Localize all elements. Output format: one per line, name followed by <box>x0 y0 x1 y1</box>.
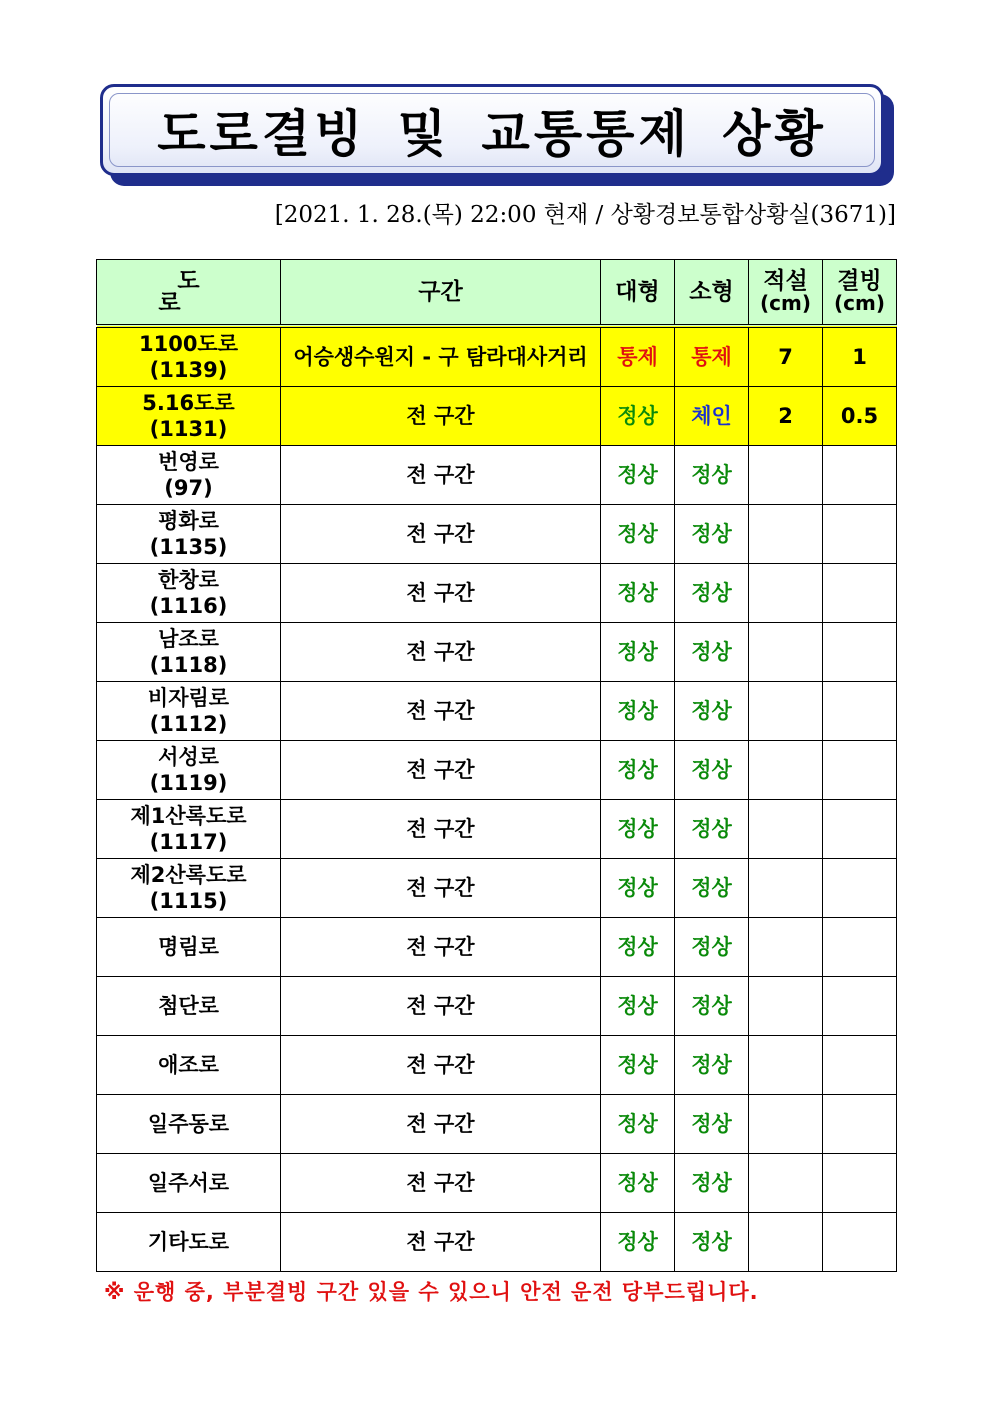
large-vehicle-status: 정상 <box>601 918 675 977</box>
road-cell <box>97 387 281 446</box>
large-vehicle-status: 정상 <box>601 682 675 741</box>
table-row <box>97 326 897 387</box>
road-code: (1112) <box>149 712 228 736</box>
safety-notice: ※ 운행 중, 부분결빙 구간 있을 수 있으니 안전 운전 당부드립니다. <box>104 1280 759 1304</box>
snow-depth-cell <box>749 800 823 859</box>
report-timestamp: [2021. 1. 28.(목) 22:00 현재 / 상황경보통합상황실(3671)] <box>274 202 896 228</box>
small-vehicle-status: 정상 <box>675 446 749 505</box>
road-code: (1135) <box>149 535 228 559</box>
column-header-small-vehicle: 소형 <box>675 260 749 327</box>
table-row <box>97 623 897 682</box>
ice-depth-cell: 0.5 <box>823 387 897 446</box>
small-vehicle-status: 정상 <box>675 1154 749 1213</box>
road-cell <box>97 741 281 800</box>
large-vehicle-status: 정상 <box>601 800 675 859</box>
page-title: 도로결빙 및 교통통제 상황 <box>157 105 827 163</box>
section-cell: 전 구간 <box>281 682 601 741</box>
table-header-row <box>97 260 897 327</box>
table-row <box>97 446 897 505</box>
road-cell <box>97 918 281 977</box>
section-cell: 전 구간 <box>281 1036 601 1095</box>
ice-depth-cell <box>823 446 897 505</box>
snow-depth-cell <box>749 1154 823 1213</box>
table-row <box>97 1213 897 1272</box>
road-code: (1131) <box>149 417 228 441</box>
road-code: (97) <box>164 476 213 500</box>
section-cell: 전 구간 <box>281 564 601 623</box>
column-header-road: 도 로 <box>97 260 281 327</box>
road-cell <box>97 1036 281 1095</box>
ice-depth-cell <box>823 977 897 1036</box>
snow-depth-cell: 7 <box>749 326 823 387</box>
ice-depth-cell <box>823 1036 897 1095</box>
road-code: (1119) <box>149 771 228 795</box>
title-banner <box>100 84 884 176</box>
road-cell <box>97 564 281 623</box>
road-name: 5.16도로 <box>142 391 235 415</box>
small-vehicle-status: 정상 <box>675 505 749 564</box>
road-name: 서성로 <box>158 745 219 769</box>
large-vehicle-status: 정상 <box>601 859 675 918</box>
road-name: 일주동로 <box>147 1112 230 1136</box>
road-cell <box>97 1213 281 1272</box>
section-cell: 전 구간 <box>281 1213 601 1272</box>
small-vehicle-status: 정상 <box>675 800 749 859</box>
table-row <box>97 1154 897 1213</box>
road-code: (1118) <box>149 653 228 677</box>
small-vehicle-status: 체인 <box>675 387 749 446</box>
column-header-ice-depth <box>823 260 897 327</box>
snow-depth-cell <box>749 859 823 918</box>
ice-depth-cell <box>823 623 897 682</box>
table-row <box>97 977 897 1036</box>
large-vehicle-status: 정상 <box>601 977 675 1036</box>
section-cell: 전 구간 <box>281 387 601 446</box>
large-vehicle-status: 정상 <box>601 387 675 446</box>
road-name: 일주서로 <box>147 1171 230 1195</box>
section-cell: 전 구간 <box>281 741 601 800</box>
ice-depth-cell: 1 <box>823 326 897 387</box>
small-vehicle-status: 정상 <box>675 741 749 800</box>
small-vehicle-status: 정상 <box>675 682 749 741</box>
table-row <box>97 741 897 800</box>
snow-depth-cell <box>749 1036 823 1095</box>
section-cell: 전 구간 <box>281 623 601 682</box>
road-name: 제1산록도로 <box>130 804 247 828</box>
column-header-snow-depth <box>749 260 823 327</box>
snow-header-label: 적설 <box>763 268 808 294</box>
snow-depth-cell <box>749 505 823 564</box>
section-cell: 전 구간 <box>281 446 601 505</box>
table-row <box>97 387 897 446</box>
small-vehicle-status: 정상 <box>675 1213 749 1272</box>
road-name: 남조로 <box>158 627 219 651</box>
small-vehicle-status: 정상 <box>675 623 749 682</box>
snow-depth-cell <box>749 682 823 741</box>
road-cell <box>97 326 281 387</box>
small-vehicle-status: 정상 <box>675 1095 749 1154</box>
snow-depth-cell <box>749 623 823 682</box>
road-name: 애조로 <box>158 1053 219 1077</box>
road-code: (1116) <box>149 594 228 618</box>
section-cell: 어승생수원지 - 구 탐라대사거리 <box>281 326 601 387</box>
column-header-section: 구간 <box>281 260 601 327</box>
table-row <box>97 505 897 564</box>
small-vehicle-status: 정상 <box>675 977 749 1036</box>
ice-depth-cell <box>823 918 897 977</box>
road-name: 비자림로 <box>147 686 230 710</box>
road-cell <box>97 682 281 741</box>
road-cell <box>97 505 281 564</box>
road-name: 평화로 <box>158 509 219 533</box>
column-header-large-vehicle: 대형 <box>601 260 675 327</box>
road-cell <box>97 1154 281 1213</box>
small-vehicle-status: 통제 <box>675 326 749 387</box>
table-row <box>97 800 897 859</box>
section-cell: 전 구간 <box>281 505 601 564</box>
large-vehicle-status: 정상 <box>601 1154 675 1213</box>
road-code: (1117) <box>149 830 228 854</box>
ice-depth-cell <box>823 1095 897 1154</box>
ice-depth-cell <box>823 564 897 623</box>
large-vehicle-status: 정상 <box>601 505 675 564</box>
snow-depth-cell: 2 <box>749 387 823 446</box>
road-name: 기타도로 <box>147 1230 230 1254</box>
ice-depth-cell <box>823 1213 897 1272</box>
section-cell: 전 구간 <box>281 977 601 1036</box>
large-vehicle-status: 통제 <box>601 326 675 387</box>
ice-depth-cell <box>823 859 897 918</box>
road-name: 번영로 <box>158 450 219 474</box>
snow-depth-cell <box>749 1213 823 1272</box>
ice-header-label: 결빙 <box>837 268 882 294</box>
snow-header-unit: (cm) <box>760 291 811 315</box>
section-cell: 전 구간 <box>281 1154 601 1213</box>
road-status-table <box>96 259 897 1272</box>
large-vehicle-status: 정상 <box>601 446 675 505</box>
road-name: 1100도로 <box>138 332 239 356</box>
road-name: 제2산록도로 <box>130 863 247 887</box>
table-row <box>97 564 897 623</box>
snow-depth-cell <box>749 564 823 623</box>
large-vehicle-status: 정상 <box>601 1036 675 1095</box>
small-vehicle-status: 정상 <box>675 859 749 918</box>
table-row <box>97 859 897 918</box>
road-name: 명림로 <box>158 935 219 959</box>
road-name: 첨단로 <box>158 994 219 1018</box>
ice-depth-cell <box>823 1154 897 1213</box>
road-cell <box>97 1095 281 1154</box>
snow-depth-cell <box>749 918 823 977</box>
table-row <box>97 682 897 741</box>
section-cell: 전 구간 <box>281 859 601 918</box>
section-cell: 전 구간 <box>281 918 601 977</box>
road-cell <box>97 859 281 918</box>
ice-depth-cell <box>823 741 897 800</box>
road-code: (1115) <box>149 889 228 913</box>
table-row <box>97 1095 897 1154</box>
large-vehicle-status: 정상 <box>601 1213 675 1272</box>
road-cell <box>97 446 281 505</box>
large-vehicle-status: 정상 <box>601 564 675 623</box>
table-row <box>97 1036 897 1095</box>
snow-depth-cell <box>749 977 823 1036</box>
large-vehicle-status: 정상 <box>601 1095 675 1154</box>
road-name: 한창로 <box>158 568 219 592</box>
snow-depth-cell <box>749 446 823 505</box>
section-cell: 전 구간 <box>281 1095 601 1154</box>
ice-depth-cell <box>823 800 897 859</box>
small-vehicle-status: 정상 <box>675 918 749 977</box>
section-cell: 전 구간 <box>281 800 601 859</box>
road-cell <box>97 800 281 859</box>
road-code: (1139) <box>149 358 228 382</box>
small-vehicle-status: 정상 <box>675 564 749 623</box>
ice-depth-cell <box>823 682 897 741</box>
large-vehicle-status: 정상 <box>601 623 675 682</box>
ice-header-unit: (cm) <box>834 291 885 315</box>
road-cell <box>97 623 281 682</box>
road-cell <box>97 977 281 1036</box>
table-row <box>97 918 897 977</box>
snow-depth-cell <box>749 741 823 800</box>
ice-depth-cell <box>823 505 897 564</box>
large-vehicle-status: 정상 <box>601 741 675 800</box>
small-vehicle-status: 정상 <box>675 1036 749 1095</box>
snow-depth-cell <box>749 1095 823 1154</box>
